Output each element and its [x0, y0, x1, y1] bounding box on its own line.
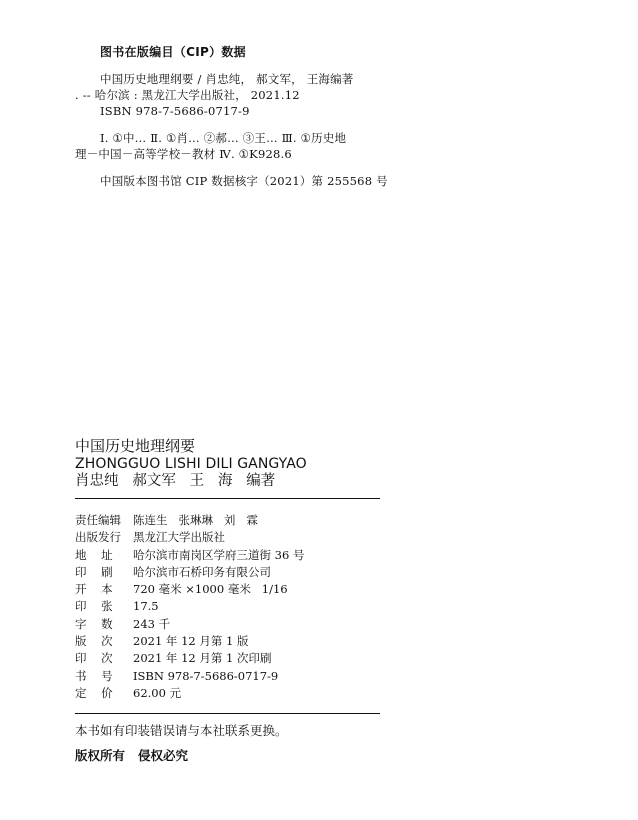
detail-label: 开 本 — [75, 582, 113, 597]
detail-label: 书 号 — [75, 668, 113, 683]
detail-label: 定 价 — [75, 685, 113, 700]
detail-row-format — [75, 581, 304, 598]
cip-subject-line-1: Ⅰ. ①中… Ⅱ. ①肖… ②郝… ③王… Ⅲ. ①历史地 — [100, 131, 347, 145]
detail-row-edition — [75, 633, 304, 650]
detail-label: 版 次 — [75, 634, 113, 649]
detail-label: 字 数 — [75, 616, 113, 631]
detail-value: 720 毫米 ×1000 毫米 1/16 — [133, 582, 288, 597]
detail-value: 62.00 元 — [133, 685, 182, 700]
book-authors: 肖忠纯 郝文军 王 海 编著 — [75, 473, 276, 489]
copyright-notice: 版权所有 侵权必究 — [75, 748, 189, 763]
detail-label: 印 张 — [75, 599, 113, 614]
detail-row-sheets — [75, 598, 304, 615]
detail-row-printer — [75, 564, 304, 581]
book-title-pinyin: ZHONGGUO LISHI DILI GANGYAO — [75, 456, 307, 472]
detail-label: 地 址 — [75, 547, 113, 562]
detail-row-isbn — [75, 668, 304, 685]
detail-value: 黑龙江大学出版社 — [133, 530, 225, 545]
detail-value: 哈尔滨市石桥印务有限公司 — [133, 564, 271, 579]
detail-value: 243 千 — [133, 616, 171, 631]
detail-row-word-count — [75, 616, 304, 633]
defect-notice: 本书如有印装错误请与本社联系更换。 — [75, 723, 288, 738]
publication-details — [75, 512, 304, 702]
detail-value: 2021 年 12 月第 1 版 — [133, 634, 249, 649]
detail-row-address — [75, 547, 304, 564]
cip-heading: 图书在版编目（CIP）数据 — [100, 45, 246, 59]
detail-value: 陈连生 张琳琳 刘 霖 — [133, 513, 258, 527]
detail-label: 出版发行 — [75, 530, 121, 545]
detail-label: 责任编辑 — [75, 513, 121, 527]
bottom-divider — [75, 713, 380, 714]
detail-row-printing — [75, 650, 304, 667]
detail-value: ISBN 978-7-5686-0717-9 — [133, 668, 279, 683]
cip-isbn-line: ISBN 978-7-5686-0717-9 — [100, 104, 250, 118]
cip-entry-line-2: . -- 哈尔滨 : 黑龙江大学出版社， 2021.12 — [75, 88, 300, 102]
detail-value: 2021 年 12 月第 1 次印刷 — [133, 651, 272, 666]
cip-subject-line-2: 理－中国－高等学校－教材 Ⅳ. ①K928.6 — [75, 147, 292, 161]
detail-label: 印 刷 — [75, 564, 113, 579]
detail-row-price — [75, 685, 304, 702]
detail-row-publisher — [75, 529, 304, 546]
top-divider — [75, 498, 380, 499]
detail-value: 17.5 — [133, 599, 159, 614]
detail-label: 印 次 — [75, 651, 113, 666]
detail-value: 哈尔滨市南岗区学府三道街 36 号 — [133, 547, 305, 562]
cip-entry-line-1: 中国历史地理纲要 / 肖忠纯， 郝文军， 王海编著 — [100, 72, 354, 86]
detail-row-editor — [75, 512, 304, 529]
book-title-chinese: 中国历史地理纲要 — [75, 437, 196, 455]
cip-number-line: 中国版本图书馆 CIP 数据核字（2021）第 255568 号 — [100, 174, 388, 188]
